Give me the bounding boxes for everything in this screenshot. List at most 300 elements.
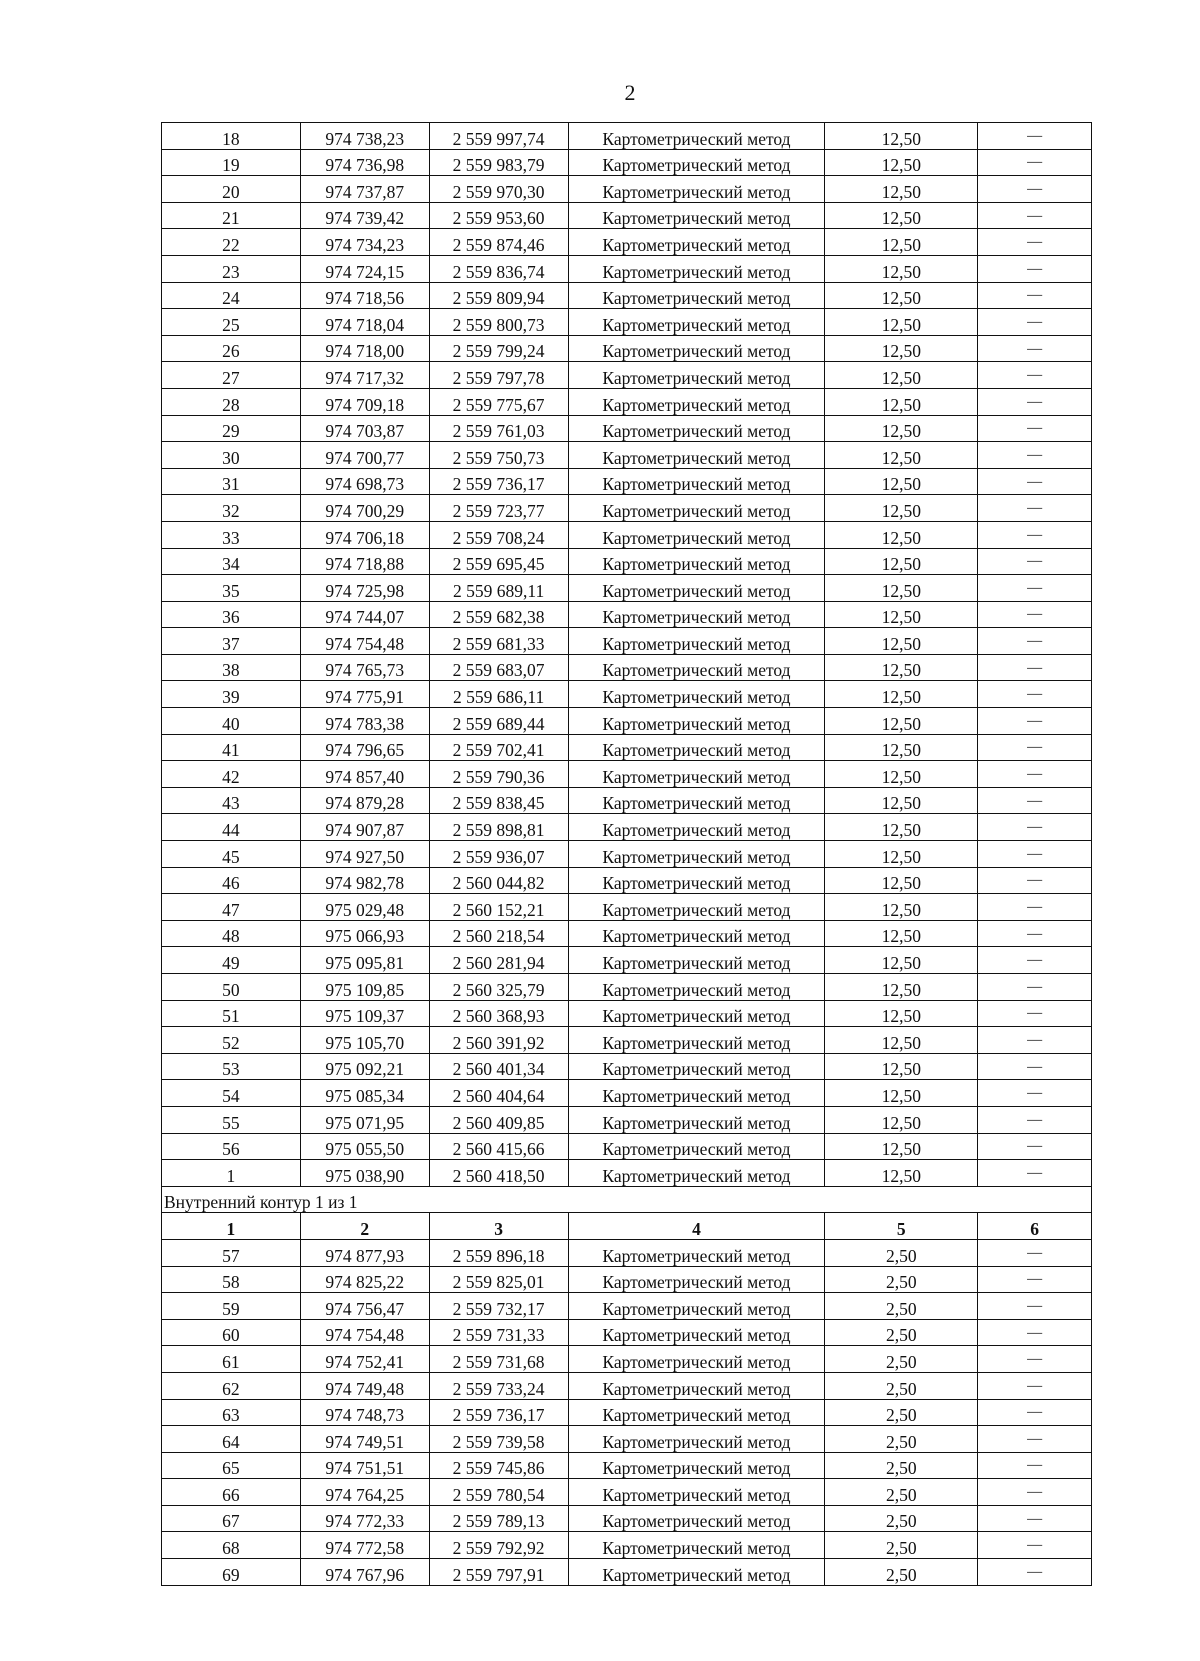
- y-coordinate-cell: 2 559 874,46: [429, 229, 568, 256]
- description-cell: —: [978, 920, 1092, 947]
- x-coordinate-cell: 974 724,15: [300, 255, 429, 282]
- method-cell: Картометрический метод: [568, 1372, 825, 1399]
- point-number-cell: 39: [162, 681, 301, 708]
- outer-contour-row: [162, 495, 1092, 522]
- outer-contour-row: [162, 1106, 1092, 1133]
- error-cell: 12,50: [825, 548, 978, 575]
- method-cell: Картометрический метод: [568, 1452, 825, 1479]
- y-coordinate-cell: 2 559 731,68: [429, 1346, 568, 1373]
- column-number-header: 1: [162, 1213, 301, 1240]
- x-coordinate-cell: 974 744,07: [300, 601, 429, 628]
- error-cell: 12,50: [825, 1053, 978, 1080]
- outer-contour-row: [162, 548, 1092, 575]
- method-cell: Картометрический метод: [568, 681, 825, 708]
- coordinates-table: [161, 122, 1092, 1586]
- y-coordinate-cell: 2 559 736,17: [429, 1399, 568, 1426]
- description-cell: —: [978, 601, 1092, 628]
- error-cell: 12,50: [825, 282, 978, 309]
- point-number-cell: 68: [162, 1532, 301, 1559]
- point-number-cell: 50: [162, 974, 301, 1001]
- x-coordinate-cell: 975 109,37: [300, 1000, 429, 1027]
- error-cell: 12,50: [825, 1133, 978, 1160]
- method-cell: Картометрический метод: [568, 974, 825, 1001]
- inner-contour-row: [162, 1559, 1092, 1586]
- outer-contour-row: [162, 335, 1092, 362]
- x-coordinate-cell: 974 737,87: [300, 176, 429, 203]
- y-coordinate-cell: 2 559 695,45: [429, 548, 568, 575]
- description-cell: —: [978, 1399, 1092, 1426]
- description-cell: —: [978, 867, 1092, 894]
- x-coordinate-cell: 974 700,77: [300, 442, 429, 469]
- x-coordinate-cell: 975 095,81: [300, 947, 429, 974]
- error-cell: 12,50: [825, 468, 978, 495]
- method-cell: Картометрический метод: [568, 1559, 825, 1586]
- error-cell: 12,50: [825, 1160, 978, 1187]
- description-cell: —: [978, 548, 1092, 575]
- x-coordinate-cell: 974 736,98: [300, 149, 429, 176]
- y-coordinate-cell: 2 559 780,54: [429, 1479, 568, 1506]
- y-coordinate-cell: 2 559 953,60: [429, 202, 568, 229]
- coordinates-table-body: [162, 123, 1092, 1586]
- point-number-cell: 18: [162, 123, 301, 150]
- method-cell: Картометрический метод: [568, 867, 825, 894]
- error-cell: 12,50: [825, 442, 978, 469]
- y-coordinate-cell: 2 559 983,79: [429, 149, 568, 176]
- method-cell: Картометрический метод: [568, 1399, 825, 1426]
- inner-contour-row: [162, 1266, 1092, 1293]
- point-number-cell: 28: [162, 388, 301, 415]
- error-cell: 2,50: [825, 1346, 978, 1373]
- description-cell: —: [978, 468, 1092, 495]
- error-cell: 2,50: [825, 1239, 978, 1266]
- point-number-cell: 22: [162, 229, 301, 256]
- point-number-cell: 63: [162, 1399, 301, 1426]
- error-cell: 12,50: [825, 1106, 978, 1133]
- point-number-cell: 37: [162, 628, 301, 655]
- x-coordinate-cell: 974 706,18: [300, 521, 429, 548]
- point-number-cell: 62: [162, 1372, 301, 1399]
- x-coordinate-cell: 974 698,73: [300, 468, 429, 495]
- y-coordinate-cell: 2 560 415,66: [429, 1133, 568, 1160]
- method-cell: Картометрический метод: [568, 415, 825, 442]
- column-number-header: 6: [978, 1213, 1092, 1240]
- description-cell: —: [978, 1027, 1092, 1054]
- outer-contour-row: [162, 255, 1092, 282]
- description-cell: —: [978, 521, 1092, 548]
- y-coordinate-cell: 2 559 736,17: [429, 468, 568, 495]
- point-number-cell: 42: [162, 761, 301, 788]
- column-number-header-row: [162, 1213, 1092, 1240]
- y-coordinate-cell: 2 559 702,41: [429, 734, 568, 761]
- y-coordinate-cell: 2 559 836,74: [429, 255, 568, 282]
- method-cell: Картометрический метод: [568, 894, 825, 921]
- y-coordinate-cell: 2 560 409,85: [429, 1106, 568, 1133]
- error-cell: 12,50: [825, 255, 978, 282]
- x-coordinate-cell: 975 038,90: [300, 1160, 429, 1187]
- method-cell: Картометрический метод: [568, 255, 825, 282]
- method-cell: Картометрический метод: [568, 229, 825, 256]
- point-number-cell: 31: [162, 468, 301, 495]
- error-cell: 12,50: [825, 947, 978, 974]
- x-coordinate-cell: 974 927,50: [300, 841, 429, 868]
- inner-contour-row: [162, 1399, 1092, 1426]
- method-cell: Картометрический метод: [568, 947, 825, 974]
- description-cell: —: [978, 787, 1092, 814]
- method-cell: Картометрический метод: [568, 628, 825, 655]
- x-coordinate-cell: 975 055,50: [300, 1133, 429, 1160]
- method-cell: Картометрический метод: [568, 1426, 825, 1453]
- y-coordinate-cell: 2 560 044,82: [429, 867, 568, 894]
- method-cell: Картометрический метод: [568, 1532, 825, 1559]
- point-number-cell: 56: [162, 1133, 301, 1160]
- point-number-cell: 40: [162, 708, 301, 735]
- y-coordinate-cell: 2 559 689,11: [429, 575, 568, 602]
- method-cell: Картометрический метод: [568, 1239, 825, 1266]
- y-coordinate-cell: 2 559 825,01: [429, 1266, 568, 1293]
- inner-contour-row: [162, 1479, 1092, 1506]
- error-cell: 12,50: [825, 1080, 978, 1107]
- y-coordinate-cell: 2 559 997,74: [429, 123, 568, 150]
- point-number-cell: 67: [162, 1505, 301, 1532]
- method-cell: Картометрический метод: [568, 708, 825, 735]
- error-cell: 2,50: [825, 1479, 978, 1506]
- method-cell: Картометрический метод: [568, 601, 825, 628]
- outer-contour-row: [162, 1160, 1092, 1187]
- error-cell: 12,50: [825, 176, 978, 203]
- description-cell: —: [978, 708, 1092, 735]
- description-cell: —: [978, 1319, 1092, 1346]
- description-cell: —: [978, 123, 1092, 150]
- error-cell: 12,50: [825, 309, 978, 336]
- point-number-cell: 47: [162, 894, 301, 921]
- x-coordinate-cell: 974 775,91: [300, 681, 429, 708]
- x-coordinate-cell: 974 738,23: [300, 123, 429, 150]
- method-cell: Картометрический метод: [568, 123, 825, 150]
- method-cell: Картометрический метод: [568, 282, 825, 309]
- x-coordinate-cell: 974 825,22: [300, 1266, 429, 1293]
- outer-contour-row: [162, 894, 1092, 921]
- description-cell: —: [978, 442, 1092, 469]
- description-cell: —: [978, 1293, 1092, 1320]
- point-number-cell: 20: [162, 176, 301, 203]
- method-cell: Картометрический метод: [568, 761, 825, 788]
- description-cell: —: [978, 1160, 1092, 1187]
- outer-contour-row: [162, 974, 1092, 1001]
- point-number-cell: 60: [162, 1319, 301, 1346]
- x-coordinate-cell: 974 907,87: [300, 814, 429, 841]
- error-cell: 12,50: [825, 495, 978, 522]
- error-cell: 12,50: [825, 974, 978, 1001]
- x-coordinate-cell: 975 071,95: [300, 1106, 429, 1133]
- y-coordinate-cell: 2 559 683,07: [429, 654, 568, 681]
- y-coordinate-cell: 2 559 686,11: [429, 681, 568, 708]
- point-number-cell: 64: [162, 1426, 301, 1453]
- error-cell: 2,50: [825, 1293, 978, 1320]
- error-cell: 12,50: [825, 335, 978, 362]
- y-coordinate-cell: 2 560 218,54: [429, 920, 568, 947]
- point-number-cell: 35: [162, 575, 301, 602]
- description-cell: —: [978, 814, 1092, 841]
- outer-contour-row: [162, 708, 1092, 735]
- error-cell: 2,50: [825, 1399, 978, 1426]
- description-cell: —: [978, 841, 1092, 868]
- method-cell: Картометрический метод: [568, 335, 825, 362]
- y-coordinate-cell: 2 559 789,13: [429, 1505, 568, 1532]
- point-number-cell: 53: [162, 1053, 301, 1080]
- description-cell: —: [978, 1239, 1092, 1266]
- x-coordinate-cell: 974 752,41: [300, 1346, 429, 1373]
- y-coordinate-cell: 2 559 809,94: [429, 282, 568, 309]
- inner-contour-row: [162, 1293, 1092, 1320]
- outer-contour-row: [162, 920, 1092, 947]
- outer-contour-row: [162, 1053, 1092, 1080]
- description-cell: —: [978, 1426, 1092, 1453]
- description-cell: —: [978, 681, 1092, 708]
- y-coordinate-cell: 2 559 896,18: [429, 1239, 568, 1266]
- description-cell: —: [978, 495, 1092, 522]
- inner-contour-label: Внутренний контур 1 из 1: [162, 1186, 1092, 1213]
- description-cell: —: [978, 1372, 1092, 1399]
- x-coordinate-cell: 974 772,33: [300, 1505, 429, 1532]
- error-cell: 2,50: [825, 1372, 978, 1399]
- y-coordinate-cell: 2 560 391,92: [429, 1027, 568, 1054]
- y-coordinate-cell: 2 559 792,92: [429, 1532, 568, 1559]
- method-cell: Картометрический метод: [568, 734, 825, 761]
- point-number-cell: 55: [162, 1106, 301, 1133]
- description-cell: —: [978, 1053, 1092, 1080]
- error-cell: 12,50: [825, 841, 978, 868]
- inner-contour-section-row: [162, 1186, 1092, 1213]
- method-cell: Картометрический метод: [568, 787, 825, 814]
- error-cell: 12,50: [825, 814, 978, 841]
- method-cell: Картометрический метод: [568, 575, 825, 602]
- y-coordinate-cell: 2 560 404,64: [429, 1080, 568, 1107]
- point-number-cell: 54: [162, 1080, 301, 1107]
- point-number-cell: 59: [162, 1293, 301, 1320]
- x-coordinate-cell: 975 029,48: [300, 894, 429, 921]
- error-cell: 12,50: [825, 894, 978, 921]
- method-cell: Картометрический метод: [568, 1027, 825, 1054]
- x-coordinate-cell: 975 092,21: [300, 1053, 429, 1080]
- method-cell: Картометрический метод: [568, 841, 825, 868]
- x-coordinate-cell: 974 739,42: [300, 202, 429, 229]
- y-coordinate-cell: 2 559 750,73: [429, 442, 568, 469]
- method-cell: Картометрический метод: [568, 1000, 825, 1027]
- outer-contour-row: [162, 867, 1092, 894]
- method-cell: Картометрический метод: [568, 495, 825, 522]
- inner-contour-row: [162, 1426, 1092, 1453]
- point-number-cell: 61: [162, 1346, 301, 1373]
- outer-contour-row: [162, 947, 1092, 974]
- method-cell: Картометрический метод: [568, 548, 825, 575]
- description-cell: —: [978, 415, 1092, 442]
- error-cell: 12,50: [825, 202, 978, 229]
- y-coordinate-cell: 2 559 681,33: [429, 628, 568, 655]
- x-coordinate-cell: 974 783,38: [300, 708, 429, 735]
- y-coordinate-cell: 2 559 799,24: [429, 335, 568, 362]
- column-number-header: 2: [300, 1213, 429, 1240]
- error-cell: 2,50: [825, 1505, 978, 1532]
- description-cell: —: [978, 388, 1092, 415]
- outer-contour-row: [162, 1080, 1092, 1107]
- y-coordinate-cell: 2 559 800,73: [429, 309, 568, 336]
- error-cell: 12,50: [825, 761, 978, 788]
- method-cell: Картометрический метод: [568, 654, 825, 681]
- error-cell: 12,50: [825, 123, 978, 150]
- x-coordinate-cell: 974 754,48: [300, 1319, 429, 1346]
- method-cell: Картометрический метод: [568, 814, 825, 841]
- page-number: 2: [624, 80, 636, 105]
- description-cell: —: [978, 362, 1092, 389]
- point-number-cell: 44: [162, 814, 301, 841]
- column-number-header: 3: [429, 1213, 568, 1240]
- y-coordinate-cell: 2 560 325,79: [429, 974, 568, 1001]
- point-number-cell: 69: [162, 1559, 301, 1586]
- y-coordinate-cell: 2 559 733,24: [429, 1372, 568, 1399]
- x-coordinate-cell: 974 718,56: [300, 282, 429, 309]
- error-cell: 12,50: [825, 734, 978, 761]
- method-cell: Картометрический метод: [568, 202, 825, 229]
- x-coordinate-cell: 974 749,51: [300, 1426, 429, 1453]
- outer-contour-row: [162, 841, 1092, 868]
- outer-contour-row: [162, 628, 1092, 655]
- y-coordinate-cell: 2 559 732,17: [429, 1293, 568, 1320]
- point-number-cell: 29: [162, 415, 301, 442]
- x-coordinate-cell: 974 717,32: [300, 362, 429, 389]
- y-coordinate-cell: 2 560 368,93: [429, 1000, 568, 1027]
- error-cell: 12,50: [825, 415, 978, 442]
- error-cell: 12,50: [825, 787, 978, 814]
- point-number-cell: 58: [162, 1266, 301, 1293]
- x-coordinate-cell: 974 734,23: [300, 229, 429, 256]
- error-cell: 2,50: [825, 1559, 978, 1586]
- error-cell: 12,50: [825, 920, 978, 947]
- description-cell: —: [978, 202, 1092, 229]
- y-coordinate-cell: 2 560 418,50: [429, 1160, 568, 1187]
- x-coordinate-cell: 974 879,28: [300, 787, 429, 814]
- description-cell: —: [978, 1133, 1092, 1160]
- y-coordinate-cell: 2 559 739,58: [429, 1426, 568, 1453]
- point-number-cell: 65: [162, 1452, 301, 1479]
- x-coordinate-cell: 974 718,88: [300, 548, 429, 575]
- x-coordinate-cell: 974 725,98: [300, 575, 429, 602]
- x-coordinate-cell: 975 066,93: [300, 920, 429, 947]
- y-coordinate-cell: 2 559 682,38: [429, 601, 568, 628]
- x-coordinate-cell: 974 982,78: [300, 867, 429, 894]
- point-number-cell: 21: [162, 202, 301, 229]
- method-cell: Картометрический метод: [568, 1319, 825, 1346]
- description-cell: —: [978, 176, 1092, 203]
- description-cell: —: [978, 974, 1092, 1001]
- outer-contour-row: [162, 123, 1092, 150]
- method-cell: Картометрический метод: [568, 1053, 825, 1080]
- x-coordinate-cell: 974 796,65: [300, 734, 429, 761]
- y-coordinate-cell: 2 559 708,24: [429, 521, 568, 548]
- description-cell: —: [978, 1532, 1092, 1559]
- point-number-cell: 19: [162, 149, 301, 176]
- description-cell: —: [978, 1000, 1092, 1027]
- y-coordinate-cell: 2 559 790,36: [429, 761, 568, 788]
- error-cell: 12,50: [825, 575, 978, 602]
- outer-contour-row: [162, 521, 1092, 548]
- x-coordinate-cell: 974 772,58: [300, 1532, 429, 1559]
- point-number-cell: 41: [162, 734, 301, 761]
- outer-contour-row: [162, 1133, 1092, 1160]
- point-number-cell: 32: [162, 495, 301, 522]
- point-number-cell: 66: [162, 1479, 301, 1506]
- description-cell: —: [978, 1080, 1092, 1107]
- x-coordinate-cell: 975 105,70: [300, 1027, 429, 1054]
- point-number-cell: 27: [162, 362, 301, 389]
- y-coordinate-cell: 2 559 838,45: [429, 787, 568, 814]
- method-cell: Картометрический метод: [568, 176, 825, 203]
- error-cell: 2,50: [825, 1266, 978, 1293]
- point-number-cell: 49: [162, 947, 301, 974]
- error-cell: 12,50: [825, 388, 978, 415]
- outer-contour-row: [162, 442, 1092, 469]
- error-cell: 12,50: [825, 681, 978, 708]
- point-number-cell: 46: [162, 867, 301, 894]
- outer-contour-row: [162, 814, 1092, 841]
- y-coordinate-cell: 2 559 723,77: [429, 495, 568, 522]
- x-coordinate-cell: 974 756,47: [300, 1293, 429, 1320]
- point-number-cell: 38: [162, 654, 301, 681]
- y-coordinate-cell: 2 559 745,86: [429, 1452, 568, 1479]
- outer-contour-row: [162, 282, 1092, 309]
- inner-contour-row: [162, 1319, 1092, 1346]
- point-number-cell: 36: [162, 601, 301, 628]
- y-coordinate-cell: 2 559 898,81: [429, 814, 568, 841]
- method-cell: Картометрический метод: [568, 1160, 825, 1187]
- description-cell: —: [978, 1479, 1092, 1506]
- description-cell: —: [978, 282, 1092, 309]
- y-coordinate-cell: 2 559 761,03: [429, 415, 568, 442]
- error-cell: 2,50: [825, 1426, 978, 1453]
- method-cell: Картометрический метод: [568, 1106, 825, 1133]
- outer-contour-row: [162, 734, 1092, 761]
- outer-contour-row: [162, 149, 1092, 176]
- outer-contour-row: [162, 681, 1092, 708]
- column-number-header: 5: [825, 1213, 978, 1240]
- y-coordinate-cell: 2 560 152,21: [429, 894, 568, 921]
- inner-contour-row: [162, 1452, 1092, 1479]
- method-cell: Картометрический метод: [568, 1080, 825, 1107]
- x-coordinate-cell: 974 718,00: [300, 335, 429, 362]
- error-cell: 12,50: [825, 708, 978, 735]
- x-coordinate-cell: 974 765,73: [300, 654, 429, 681]
- point-number-cell: 45: [162, 841, 301, 868]
- outer-contour-row: [162, 575, 1092, 602]
- y-coordinate-cell: 2 559 689,44: [429, 708, 568, 735]
- x-coordinate-cell: 974 754,48: [300, 628, 429, 655]
- x-coordinate-cell: 974 748,73: [300, 1399, 429, 1426]
- outer-contour-row: [162, 309, 1092, 336]
- description-cell: —: [978, 149, 1092, 176]
- outer-contour-row: [162, 468, 1092, 495]
- method-cell: Картометрический метод: [568, 309, 825, 336]
- error-cell: 12,50: [825, 521, 978, 548]
- point-number-cell: 34: [162, 548, 301, 575]
- point-number-cell: 48: [162, 920, 301, 947]
- method-cell: Картометрический метод: [568, 1505, 825, 1532]
- description-cell: —: [978, 575, 1092, 602]
- y-coordinate-cell: 2 560 401,34: [429, 1053, 568, 1080]
- y-coordinate-cell: 2 559 970,30: [429, 176, 568, 203]
- description-cell: —: [978, 1266, 1092, 1293]
- method-cell: Картометрический метод: [568, 1346, 825, 1373]
- y-coordinate-cell: 2 559 731,33: [429, 1319, 568, 1346]
- inner-contour-row: [162, 1532, 1092, 1559]
